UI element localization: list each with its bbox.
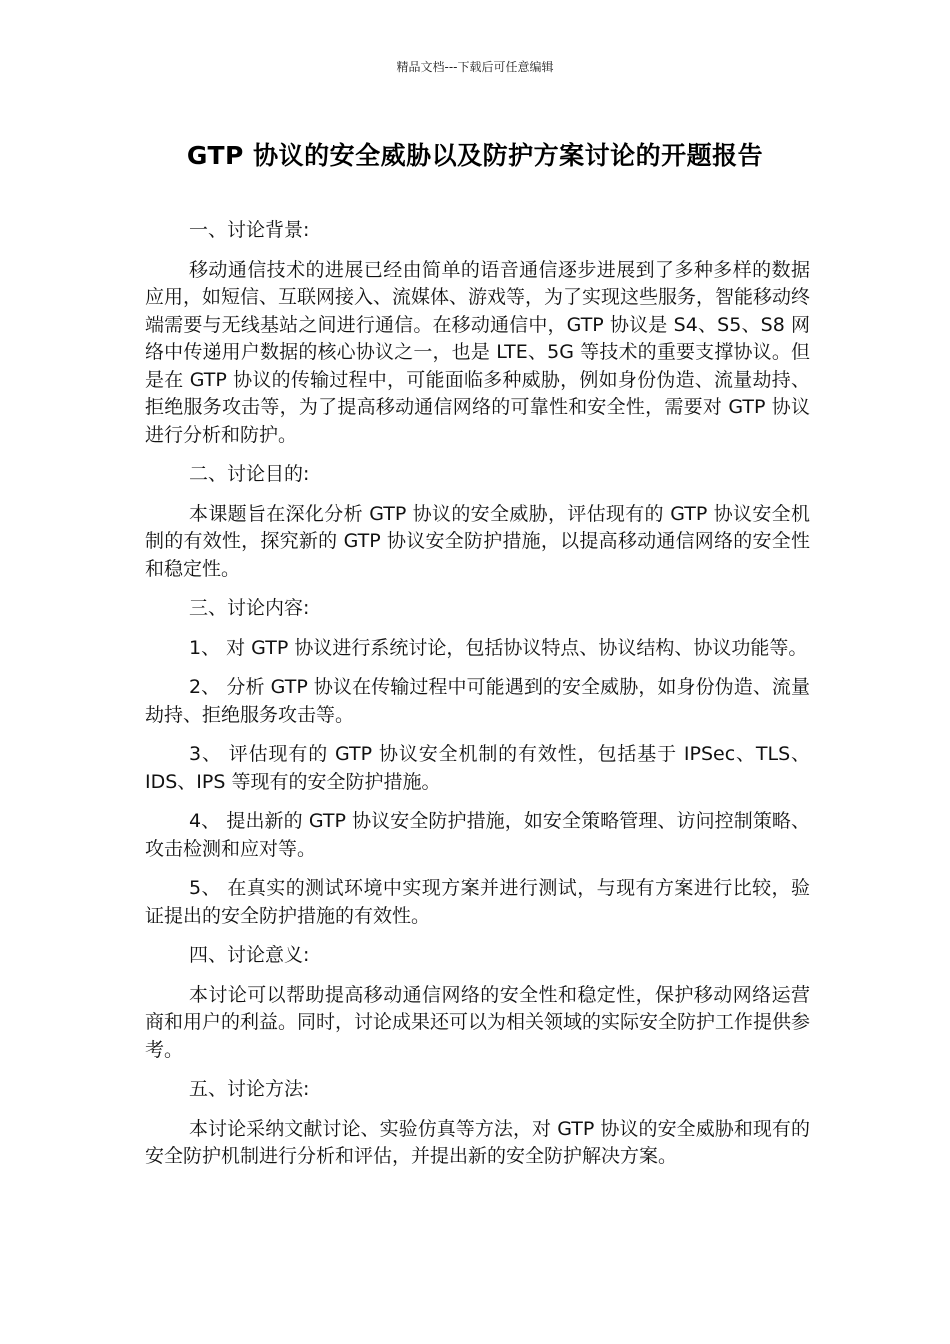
section-heading-content: 三、讨论内容: [189, 597, 310, 619]
section-body-significance: 本讨论可以帮助提高移动通信网络的安全性和稳定性，保护移动网络运营商和用户的利益。同时，讨论成果还可以为相关领域的实际安全防护工作提供参考。 [145, 983, 811, 1061]
content-item-5: 5、 在真实的测试环境中实现方案并进行测试，与现有方案进行比较，验证提出的安全防护措施的有效性。 [145, 877, 810, 927]
section-heading-background: 一、讨论背景: [189, 219, 310, 241]
content-item-4: 4、 提出新的 GTP 协议安全防护措施，如安全策略管理、访问控制策略、攻击检测和应对等。 [145, 810, 810, 860]
section-heading-significance: 四、讨论意义: [189, 944, 310, 966]
header-note: 精品文档---下载后可任意编辑 [396, 60, 554, 74]
content-item-1: 1、 对 GTP 协议进行系统讨论，包括协议特点、协议结构、协议功能等。 [189, 636, 808, 659]
section-heading-method: 五、讨论方法: [189, 1078, 310, 1100]
content-item-2: 2、 分析 GTP 协议在传输过程中可能遇到的安全威胁，如身份伪造、流量劫持、拒绝服务攻击等。 [145, 676, 810, 726]
document-body [145, 217, 810, 1183]
section-heading-purpose: 二、讨论目的: [189, 463, 310, 485]
content-item-3: 3、 评估现有的 GTP 协议安全机制的有效性，包括基于 IPSec、TLS、IDS、IPS 等现有的安全防护措施。 [145, 743, 810, 793]
section-body-purpose: 本课题旨在深化分析 GTP 协议的安全威胁，评估现有的 GTP 协议安全机制的有效性，探究新的 GTP 协议安全防护措施，以提高移动通信网络的安全性和稳定性。 [145, 502, 810, 580]
section-body-background: 移动通信技术的进展已经由简单的语音通信逐步进展到了多种多样的数据应用，如短信、互联网接入、流媒体、游戏等，为了实现这些服务，智能移动终端需要与无线基站之间进行通信。在移动通信中，GTP 协议是 S4、S5、S8 网络中传递用户数据的核心协议之一，也是 LTE、5G 等技术的重要支撑协议。但是在 GTP 协议的传输过程中，可能面临多种威胁，例如身份伪造、流量劫持、拒绝服务攻击等，为了提高移动通信网络的可靠性和安全性，需要对 GTP 协议进行分析和防护。 [145, 258, 811, 446]
section-body-method: 本讨论采纳文献讨论、实验仿真等方法，对 GTP 协议的安全威胁和现有的安全防护机制进行分析和评估，并提出新的安全防护解决方案。 [145, 1117, 810, 1167]
document-title: GTP 协议的安全威胁以及防护方案讨论的开题报告 [186, 141, 764, 170]
